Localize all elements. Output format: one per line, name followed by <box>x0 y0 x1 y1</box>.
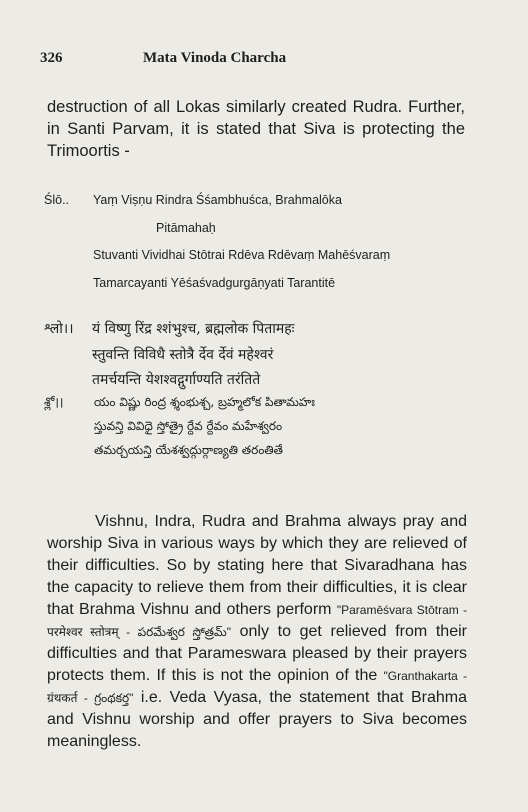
body-text-part-3: i.e. Veda Vyasa, the statement that Brahma and Vishnu worship and offer prayers to Siva becomes meaningless. <box>47 689 467 750</box>
sloka-roman-line-3: Stuvanti Vividhai Stōtrai Rdēva Rdēvaṃ Mahēśvaraṃ <box>93 248 391 262</box>
intro-paragraph: destruction of all Lokas similarly created Rudra. Further, in Santi Parvam, it is stated that Siva is protecting the Trimoortis - <box>47 98 465 160</box>
sloka-roman-line-4: Tamarcayanti Yēśaśvadgurgāṇyati Tarantitē <box>93 276 336 290</box>
quote-granthakarta: "Granthakarta - ग्रंथकर्त - గ్రంథకర్త" <box>47 669 467 705</box>
sloka-label-telugu: శ్లో।। <box>44 395 64 409</box>
page-header <box>40 50 500 70</box>
sloka-devanagari-line-3: तमर्चयन्ति येशश्वद्गुर्गाण्यति तरंतिते <box>92 372 261 388</box>
quote-parameshvara-stotram: "Paramēśvara Stōtram - परमेश्वर स्तोत्रम् - పరమేశ్వర స్తోత్రమ్" <box>47 603 468 639</box>
sloka-label-devanagari: श्लो।। <box>44 321 74 337</box>
sloka-devanagari-line-1: यं विष्णु रिंद्र श्शंभुश्च, ब्रह्मलोक पितामहः <box>92 321 295 337</box>
sloka-telugu-line-2: స్తువన్తి వివిధై స్తోత్రై ర్దేవ ర్దేవం మహేశ్వరం <box>94 419 283 433</box>
body-text-part-2: only to get relieved from their difficulties and that Parameswara pleased by their prayers protects them. If this is not the opinion of the <box>47 623 467 684</box>
sloka-roman-line-2: Pitāmahaḥ <box>156 221 216 235</box>
page-number: 326 <box>40 50 63 66</box>
sloka-telugu-line-3: తమర్చయన్తి యేశశ్వద్గుర్గాణ్యతి తరంతితే <box>94 443 284 457</box>
sloka-label-roman: Ślō.. <box>44 193 70 207</box>
sloka-devanagari-line-2: स्तुवन्ति विविधै स्तोत्रै र्देव र्देवं महेश्वरं <box>92 347 274 363</box>
body-paragraph <box>47 511 467 753</box>
sloka-roman-line-1: Yaṃ Viṣṇu Rindra Śśambhuśca, Brahmalōka <box>93 193 342 207</box>
running-title: Mata Vinoda Charcha <box>143 50 287 66</box>
sloka-telugu-line-1: యం విష్ణు రింద్ర శ్శంభుశ్చ, బ్రహ్మలోక పితామహః <box>94 395 315 409</box>
body-text-part-1: Vishnu, Indra, Rudra and Brahma always pray and worship Siva in various ways by which they are relieved of their difficulties. So by stating here that Sivaradhana has the capacity to relieve them from their difficulties, it is clear that Brahma Vishnu and others perform <box>47 513 467 618</box>
